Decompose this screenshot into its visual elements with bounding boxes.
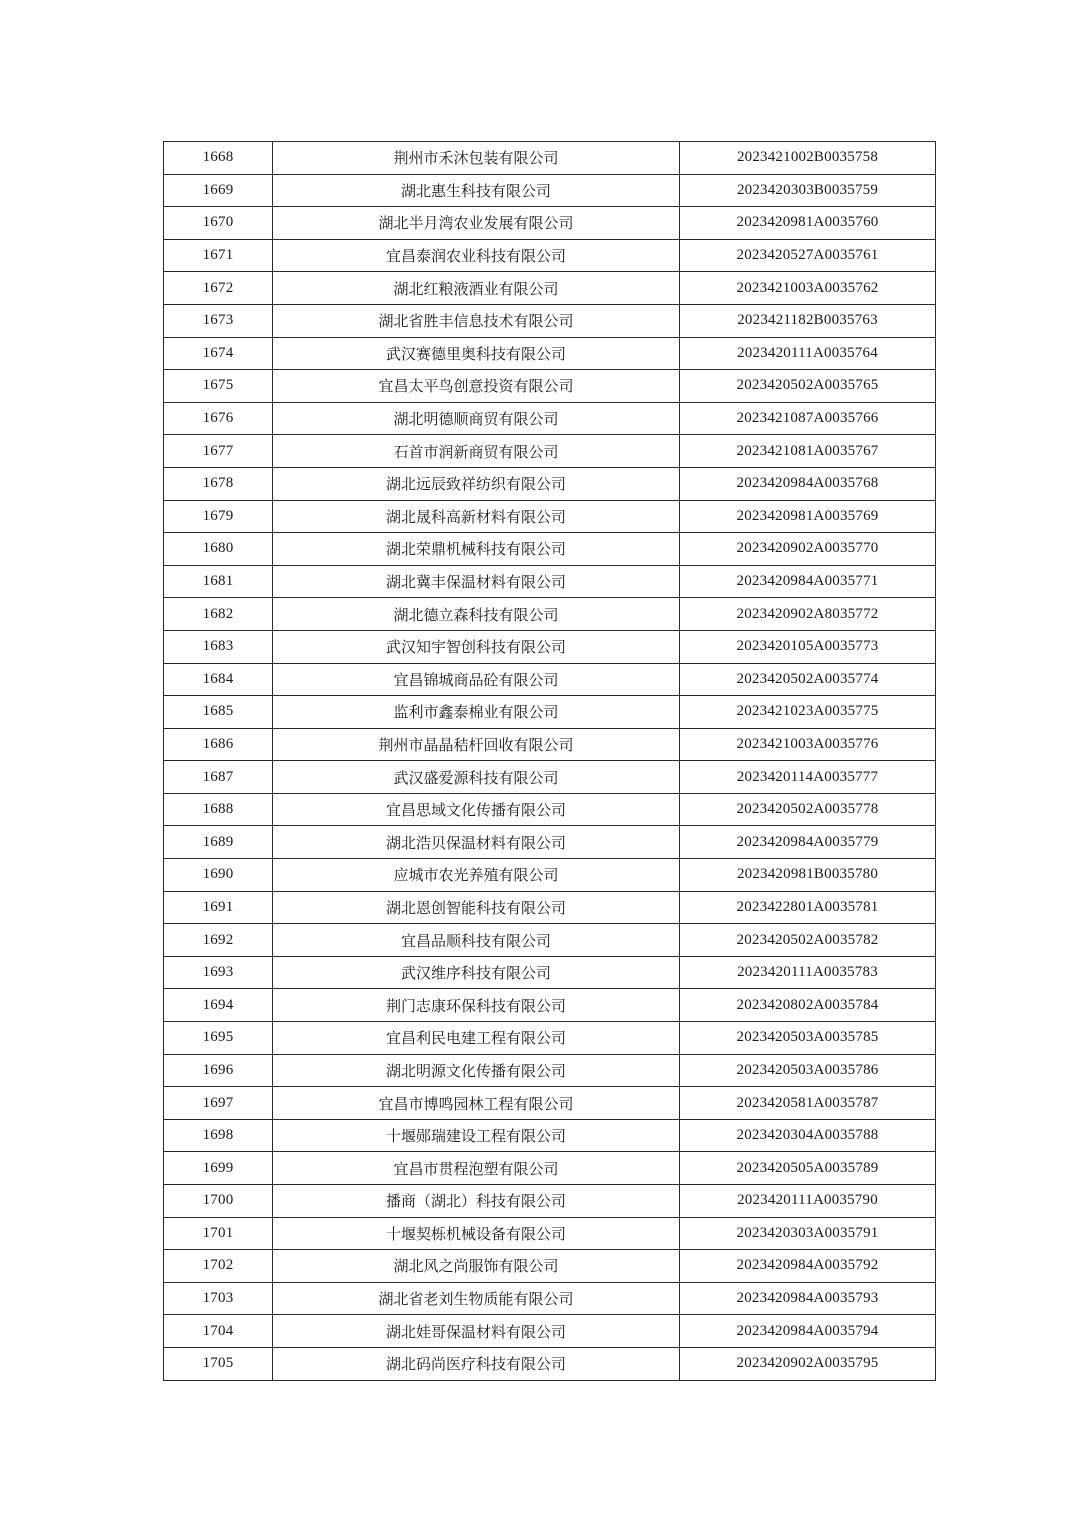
registration-code-cell: 2023420802A0035784 bbox=[680, 989, 936, 1022]
row-number-cell: 1703 bbox=[164, 1282, 273, 1315]
table-row bbox=[164, 337, 936, 370]
row-number-cell: 1687 bbox=[164, 761, 273, 794]
table-row bbox=[164, 272, 936, 305]
table-row bbox=[164, 207, 936, 240]
table-row bbox=[164, 956, 936, 989]
registration-code-cell: 2023420984A0035771 bbox=[680, 565, 936, 598]
registration-code-cell: 2023420303A0035791 bbox=[680, 1217, 936, 1250]
company-name-cell: 宜昌泰润农业科技有限公司 bbox=[273, 239, 680, 272]
registration-code-cell: 2023420505A0035789 bbox=[680, 1152, 936, 1185]
table-row bbox=[164, 630, 936, 663]
table-row bbox=[164, 500, 936, 533]
company-name-cell: 湖北晟科高新材料有限公司 bbox=[273, 500, 680, 533]
table-row bbox=[164, 728, 936, 761]
table-row bbox=[164, 859, 936, 892]
table-row bbox=[164, 304, 936, 337]
registration-code-cell: 2023420111A0035764 bbox=[680, 337, 936, 370]
table-row bbox=[164, 174, 936, 207]
table-row bbox=[164, 989, 936, 1022]
row-number-cell: 1702 bbox=[164, 1250, 273, 1283]
row-number-cell: 1675 bbox=[164, 370, 273, 403]
company-name-cell: 宜昌品顺科技有限公司 bbox=[273, 924, 680, 957]
registration-code-cell: 2023421002B0035758 bbox=[680, 142, 936, 175]
company-name-cell: 湖北省老刘生物质能有限公司 bbox=[273, 1282, 680, 1315]
company-name-cell: 武汉盛爱源科技有限公司 bbox=[273, 761, 680, 794]
company-name-cell: 湖北娃哥保温材料有限公司 bbox=[273, 1315, 680, 1348]
row-number-cell: 1683 bbox=[164, 630, 273, 663]
registration-code-cell: 2023420114A0035777 bbox=[680, 761, 936, 794]
table-row bbox=[164, 696, 936, 729]
company-name-cell: 宜昌市贯程泡塑有限公司 bbox=[273, 1152, 680, 1185]
table-row bbox=[164, 1119, 936, 1152]
registration-code-cell: 2023420981B0035780 bbox=[680, 859, 936, 892]
company-name-cell: 宜昌市博鸣园林工程有限公司 bbox=[273, 1087, 680, 1120]
company-name-cell: 监利市鑫泰棉业有限公司 bbox=[273, 696, 680, 729]
table-row bbox=[164, 467, 936, 500]
registration-code-cell: 2023422801A0035781 bbox=[680, 891, 936, 924]
row-number-cell: 1674 bbox=[164, 337, 273, 370]
registration-code-cell: 2023420984A0035768 bbox=[680, 467, 936, 500]
registration-code-cell: 2023420111A0035783 bbox=[680, 956, 936, 989]
row-number-cell: 1685 bbox=[164, 696, 273, 729]
row-number-cell: 1705 bbox=[164, 1347, 273, 1380]
company-name-cell: 湖北风之尚服饰有限公司 bbox=[273, 1250, 680, 1283]
company-name-cell: 石首市润新商贸有限公司 bbox=[273, 435, 680, 468]
company-name-cell: 湖北省胜丰信息技术有限公司 bbox=[273, 304, 680, 337]
row-number-cell: 1680 bbox=[164, 533, 273, 566]
company-name-cell: 宜昌思域文化传播有限公司 bbox=[273, 793, 680, 826]
row-number-cell: 1684 bbox=[164, 663, 273, 696]
company-name-cell: 武汉维序科技有限公司 bbox=[273, 956, 680, 989]
row-number-cell: 1668 bbox=[164, 142, 273, 175]
company-name-cell: 应城市农光养殖有限公司 bbox=[273, 859, 680, 892]
registration-code-cell: 2023421182B0035763 bbox=[680, 304, 936, 337]
registration-code-cell: 2023420502A0035774 bbox=[680, 663, 936, 696]
row-number-cell: 1694 bbox=[164, 989, 273, 1022]
row-number-cell: 1688 bbox=[164, 793, 273, 826]
table-row bbox=[164, 533, 936, 566]
row-number-cell: 1672 bbox=[164, 272, 273, 305]
table-row bbox=[164, 761, 936, 794]
registration-code-cell: 2023420902A0035770 bbox=[680, 533, 936, 566]
table-row bbox=[164, 663, 936, 696]
registration-code-cell: 2023421003A0035762 bbox=[680, 272, 936, 305]
company-name-cell: 湖北荣鼎机械科技有限公司 bbox=[273, 533, 680, 566]
table-row bbox=[164, 924, 936, 957]
row-number-cell: 1677 bbox=[164, 435, 273, 468]
row-number-cell: 1699 bbox=[164, 1152, 273, 1185]
row-number-cell: 1679 bbox=[164, 500, 273, 533]
company-name-cell: 湖北德立森科技有限公司 bbox=[273, 598, 680, 631]
registration-code-cell: 2023420502A0035765 bbox=[680, 370, 936, 403]
table-row bbox=[164, 565, 936, 598]
registration-code-cell: 2023420111A0035790 bbox=[680, 1185, 936, 1218]
table-row bbox=[164, 1250, 936, 1283]
company-name-cell: 湖北浩贝保温材料有限公司 bbox=[273, 826, 680, 859]
registration-code-cell: 2023421003A0035776 bbox=[680, 728, 936, 761]
table-row bbox=[164, 1152, 936, 1185]
table-row bbox=[164, 1185, 936, 1218]
row-number-cell: 1697 bbox=[164, 1087, 273, 1120]
row-number-cell: 1701 bbox=[164, 1217, 273, 1250]
row-number-cell: 1690 bbox=[164, 859, 273, 892]
registration-code-cell: 2023421081A0035767 bbox=[680, 435, 936, 468]
registration-code-cell: 2023420984A0035793 bbox=[680, 1282, 936, 1315]
company-name-cell: 武汉赛德里奥科技有限公司 bbox=[273, 337, 680, 370]
company-name-cell: 十堰郧瑞建设工程有限公司 bbox=[273, 1119, 680, 1152]
company-name-cell: 播商（湖北）科技有限公司 bbox=[273, 1185, 680, 1218]
company-name-cell: 湖北惠生科技有限公司 bbox=[273, 174, 680, 207]
row-number-cell: 1686 bbox=[164, 728, 273, 761]
row-number-cell: 1682 bbox=[164, 598, 273, 631]
registration-code-cell: 2023420304A0035788 bbox=[680, 1119, 936, 1152]
table-row bbox=[164, 793, 936, 826]
row-number-cell: 1704 bbox=[164, 1315, 273, 1348]
registration-code-cell: 2023421087A0035766 bbox=[680, 402, 936, 435]
registration-code-cell: 2023420581A0035787 bbox=[680, 1087, 936, 1120]
registration-code-cell: 2023420981A0035760 bbox=[680, 207, 936, 240]
row-number-cell: 1693 bbox=[164, 956, 273, 989]
row-number-cell: 1670 bbox=[164, 207, 273, 240]
company-name-cell: 湖北明德顺商贸有限公司 bbox=[273, 402, 680, 435]
table-row bbox=[164, 435, 936, 468]
row-number-cell: 1669 bbox=[164, 174, 273, 207]
row-number-cell: 1671 bbox=[164, 239, 273, 272]
registration-code-cell: 2023420902A0035795 bbox=[680, 1347, 936, 1380]
row-number-cell: 1700 bbox=[164, 1185, 273, 1218]
company-name-cell: 宜昌太平鸟创意投资有限公司 bbox=[273, 370, 680, 403]
table-row bbox=[164, 598, 936, 631]
company-name-cell: 湖北冀丰保温材料有限公司 bbox=[273, 565, 680, 598]
company-name-cell: 荆州市晶晶秸杆回收有限公司 bbox=[273, 728, 680, 761]
table-row bbox=[164, 1315, 936, 1348]
row-number-cell: 1692 bbox=[164, 924, 273, 957]
registration-code-cell: 2023420303B0035759 bbox=[680, 174, 936, 207]
company-name-cell: 十堰契栎机械设备有限公司 bbox=[273, 1217, 680, 1250]
registration-code-cell: 2023421023A0035775 bbox=[680, 696, 936, 729]
table-row bbox=[164, 891, 936, 924]
row-number-cell: 1689 bbox=[164, 826, 273, 859]
company-name-cell: 湖北明源文化传播有限公司 bbox=[273, 1054, 680, 1087]
row-number-cell: 1691 bbox=[164, 891, 273, 924]
company-name-cell: 湖北半月湾农业发展有限公司 bbox=[273, 207, 680, 240]
registration-code-cell: 2023420984A0035792 bbox=[680, 1250, 936, 1283]
registration-code-cell: 2023420902A8035772 bbox=[680, 598, 936, 631]
table-row bbox=[164, 370, 936, 403]
company-name-cell: 宜昌锦城商品砼有限公司 bbox=[273, 663, 680, 696]
company-name-cell: 武汉知宇智创科技有限公司 bbox=[273, 630, 680, 663]
row-number-cell: 1696 bbox=[164, 1054, 273, 1087]
registration-code-cell: 2023420503A0035785 bbox=[680, 1022, 936, 1055]
table-row bbox=[164, 1347, 936, 1380]
registration-code-cell: 2023420502A0035778 bbox=[680, 793, 936, 826]
row-number-cell: 1673 bbox=[164, 304, 273, 337]
registration-code-cell: 2023420984A0035794 bbox=[680, 1315, 936, 1348]
company-name-cell: 湖北远辰致祥纺织有限公司 bbox=[273, 467, 680, 500]
registration-code-cell: 2023420981A0035769 bbox=[680, 500, 936, 533]
company-name-cell: 宜昌利民电建工程有限公司 bbox=[273, 1022, 680, 1055]
registration-code-cell: 2023420105A0035773 bbox=[680, 630, 936, 663]
table-row bbox=[164, 239, 936, 272]
table-row bbox=[164, 402, 936, 435]
table-row bbox=[164, 1217, 936, 1250]
registry-table-body bbox=[164, 142, 936, 1381]
table-row bbox=[164, 1087, 936, 1120]
company-name-cell: 荆州市禾沐包装有限公司 bbox=[273, 142, 680, 175]
company-name-cell: 荆门志康环保科技有限公司 bbox=[273, 989, 680, 1022]
table-row bbox=[164, 142, 936, 175]
registration-code-cell: 2023420527A0035761 bbox=[680, 239, 936, 272]
row-number-cell: 1681 bbox=[164, 565, 273, 598]
company-name-cell: 湖北恩创智能科技有限公司 bbox=[273, 891, 680, 924]
registration-code-cell: 2023420984A0035779 bbox=[680, 826, 936, 859]
row-number-cell: 1698 bbox=[164, 1119, 273, 1152]
table-row bbox=[164, 1022, 936, 1055]
company-registry-table bbox=[163, 141, 936, 1381]
company-name-cell: 湖北红粮液酒业有限公司 bbox=[273, 272, 680, 305]
table-row bbox=[164, 1282, 936, 1315]
row-number-cell: 1695 bbox=[164, 1022, 273, 1055]
table-row bbox=[164, 1054, 936, 1087]
row-number-cell: 1678 bbox=[164, 467, 273, 500]
row-number-cell: 1676 bbox=[164, 402, 273, 435]
table-row bbox=[164, 826, 936, 859]
registration-code-cell: 2023420502A0035782 bbox=[680, 924, 936, 957]
registration-code-cell: 2023420503A0035786 bbox=[680, 1054, 936, 1087]
company-name-cell: 湖北码尚医疗科技有限公司 bbox=[273, 1347, 680, 1380]
